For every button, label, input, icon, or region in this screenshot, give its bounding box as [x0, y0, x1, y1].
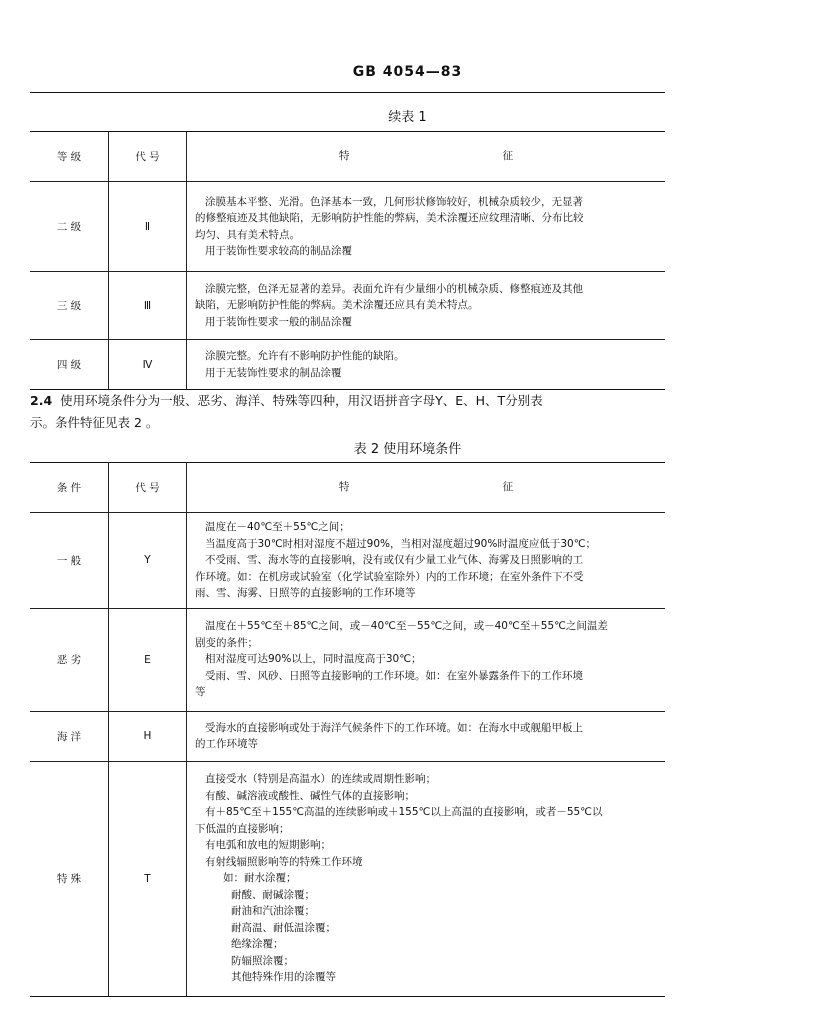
code-cell: Y: [109, 513, 187, 609]
table2: [30, 462, 665, 997]
feature-line: 剧变的条件；: [195, 636, 258, 649]
table-row: [30, 711, 665, 761]
feature-line: 的工作环境等: [195, 738, 258, 750]
feature-line: 直接受水（特别是高温水）的连续或周期性影响；: [205, 773, 436, 786]
feature-line: 温度在＋55℃至＋85℃之间，或－40℃至－55℃之间，或－40℃至＋55℃之间温差: [205, 620, 608, 633]
table1: [30, 131, 665, 390]
grade-cell: 四 级: [30, 340, 109, 390]
feature-cell: [187, 272, 666, 340]
table2-header-feature-right: 征: [502, 481, 514, 494]
table2-header-row: [30, 463, 665, 513]
condition-cell: 特 殊: [30, 761, 109, 996]
feature-line: 耐酸、耐碱涂覆；: [231, 888, 315, 901]
code-cell: Ⅱ: [109, 182, 187, 272]
feature-line: 雨、雪、海雾、日照等的直接影响的工作环境等: [195, 587, 416, 599]
feature-cell: [187, 711, 666, 761]
feature-line: 绝缘涂覆；: [231, 938, 284, 951]
table-row: [30, 272, 665, 340]
feature-line: 均匀、具有美术特点。: [195, 228, 300, 241]
paragraph-line: 示。条件特征见表 2 。: [30, 415, 159, 430]
feature-line: 有＋85℃至＋155℃高温的连续影响或＋155℃以上高温的直接影响，或者－55℃以: [205, 806, 603, 819]
feature-cell: [187, 761, 666, 996]
header-rule: [30, 92, 665, 93]
feature-line: 防辐照涂覆；: [231, 954, 294, 967]
condition-cell: 一 般: [30, 513, 109, 609]
feature-line: 有电弧和放电的短期影响；: [205, 839, 331, 852]
table1-caption: 续表 1: [388, 110, 427, 125]
feature-line: 耐油和汽油涂覆；: [231, 905, 315, 918]
feature-line: 用于无装饰性要求的制品涂覆: [205, 366, 342, 379]
feature-line: 用于装饰性要求较高的制品涂覆: [205, 245, 352, 257]
feature-line: 不受雨、雪、海水等的直接影响，没有或仅有少量工业气体、海雾及日照影响的工: [205, 554, 583, 566]
paragraph-line: 使用环境条件分为一般、恶劣、海洋、特殊等四种，用汉语拼音字母Y、E、H、T分别表: [60, 393, 543, 408]
feature-line: 有射线辐照影响等的特殊工作环境: [205, 855, 363, 868]
condition-cell: 恶 劣: [30, 608, 109, 711]
feature-cell: [187, 182, 666, 272]
feature-line: 涂膜完整。允许有不影响防护性能的缺陷。: [205, 350, 405, 362]
feature-cell: [187, 513, 666, 609]
grade-cell: 三 级: [30, 272, 109, 340]
table-row: [30, 182, 665, 272]
feature-line: 受雨、雪、风砂、日照等直接影响的工作环境。如：在室外暴露条件下的工作环境: [205, 669, 583, 682]
table2-header-feature: [187, 463, 666, 513]
feature-line: 下低温的直接影响；: [195, 822, 290, 835]
table2-header-condition: 条 件: [30, 463, 109, 513]
table-row: [30, 340, 665, 390]
feature-line: 涂膜基本平整、光滑。色泽基本一致，几何形状修饰较好，机械杂质较少，无显著: [205, 195, 583, 208]
feature-line: 涂膜完整，色泽无显著的差异。表面允许有少量细小的机械杂质、修整痕迹及其他: [205, 282, 583, 295]
feature-line: 的修整痕迹及其他缺陷，无影响防护性能的弊病，美术涂覆还应纹理清晰、分布比较: [195, 212, 584, 224]
feature-line: 作环境。如：在机房或试验室（化学试验室除外）内的工作环境；在室外条件下不受: [195, 570, 584, 583]
table-row: [30, 513, 665, 609]
table2-header-feature-left: 特: [338, 481, 350, 494]
feature-cell: [187, 340, 666, 390]
feature-line: 当温度高于30℃时相对湿度不超过90%，当相对湿度超过90%时温度应低于30℃；: [205, 537, 596, 550]
section-number: 2.4: [30, 393, 53, 408]
section-paragraph: [30, 390, 670, 434]
feature-line: 其他特殊作用的涂覆等: [231, 971, 336, 984]
code-cell: H: [109, 711, 187, 761]
feature-line: 温度在－40℃至＋55℃之间；: [205, 521, 350, 533]
table1-header-grade: 等 级: [30, 132, 109, 182]
feature-line: 有酸、碱溶液或酸性、碱性气体的直接影响；: [205, 789, 415, 802]
feature-line: 用于装饰性要求一般的制品涂覆: [205, 315, 352, 328]
grade-cell: 二 级: [30, 182, 109, 272]
table1-header-feature-left: 特: [338, 150, 350, 163]
feature-line: 如：耐水涂覆；: [223, 872, 297, 885]
table1-header-code: 代 号: [109, 132, 187, 182]
table-row: [30, 608, 665, 711]
feature-cell: [187, 608, 666, 711]
code-cell: E: [109, 608, 187, 711]
feature-line: 等: [195, 686, 206, 699]
code-cell: Ⅲ: [109, 272, 187, 340]
table2-header-code: 代 号: [109, 463, 187, 513]
feature-line: 缺陷，无影响防护性能的弊病。美术涂覆还应具有美术特点。: [195, 299, 479, 312]
code-cell: Ⅳ: [109, 340, 187, 390]
feature-line: 相对湿度可达90%以上，同时温度高于30℃；: [205, 653, 422, 666]
table2-caption: 表 2 使用环境条件: [353, 442, 462, 457]
table1-header-feature-right: 征: [502, 150, 514, 163]
table-row: [30, 761, 665, 996]
feature-line: 耐高温、耐低温涂覆；: [231, 921, 336, 934]
code-cell: T: [109, 761, 187, 996]
condition-cell: 海 洋: [30, 711, 109, 761]
table1-header-feature: [187, 132, 666, 182]
table1-header-row: [30, 132, 665, 182]
feature-line: 受海水的直接影响或处于海洋气候条件下的工作环境。如：在海水中或舰船甲板上: [205, 721, 583, 734]
document-header: GB 4054—83: [352, 64, 463, 80]
